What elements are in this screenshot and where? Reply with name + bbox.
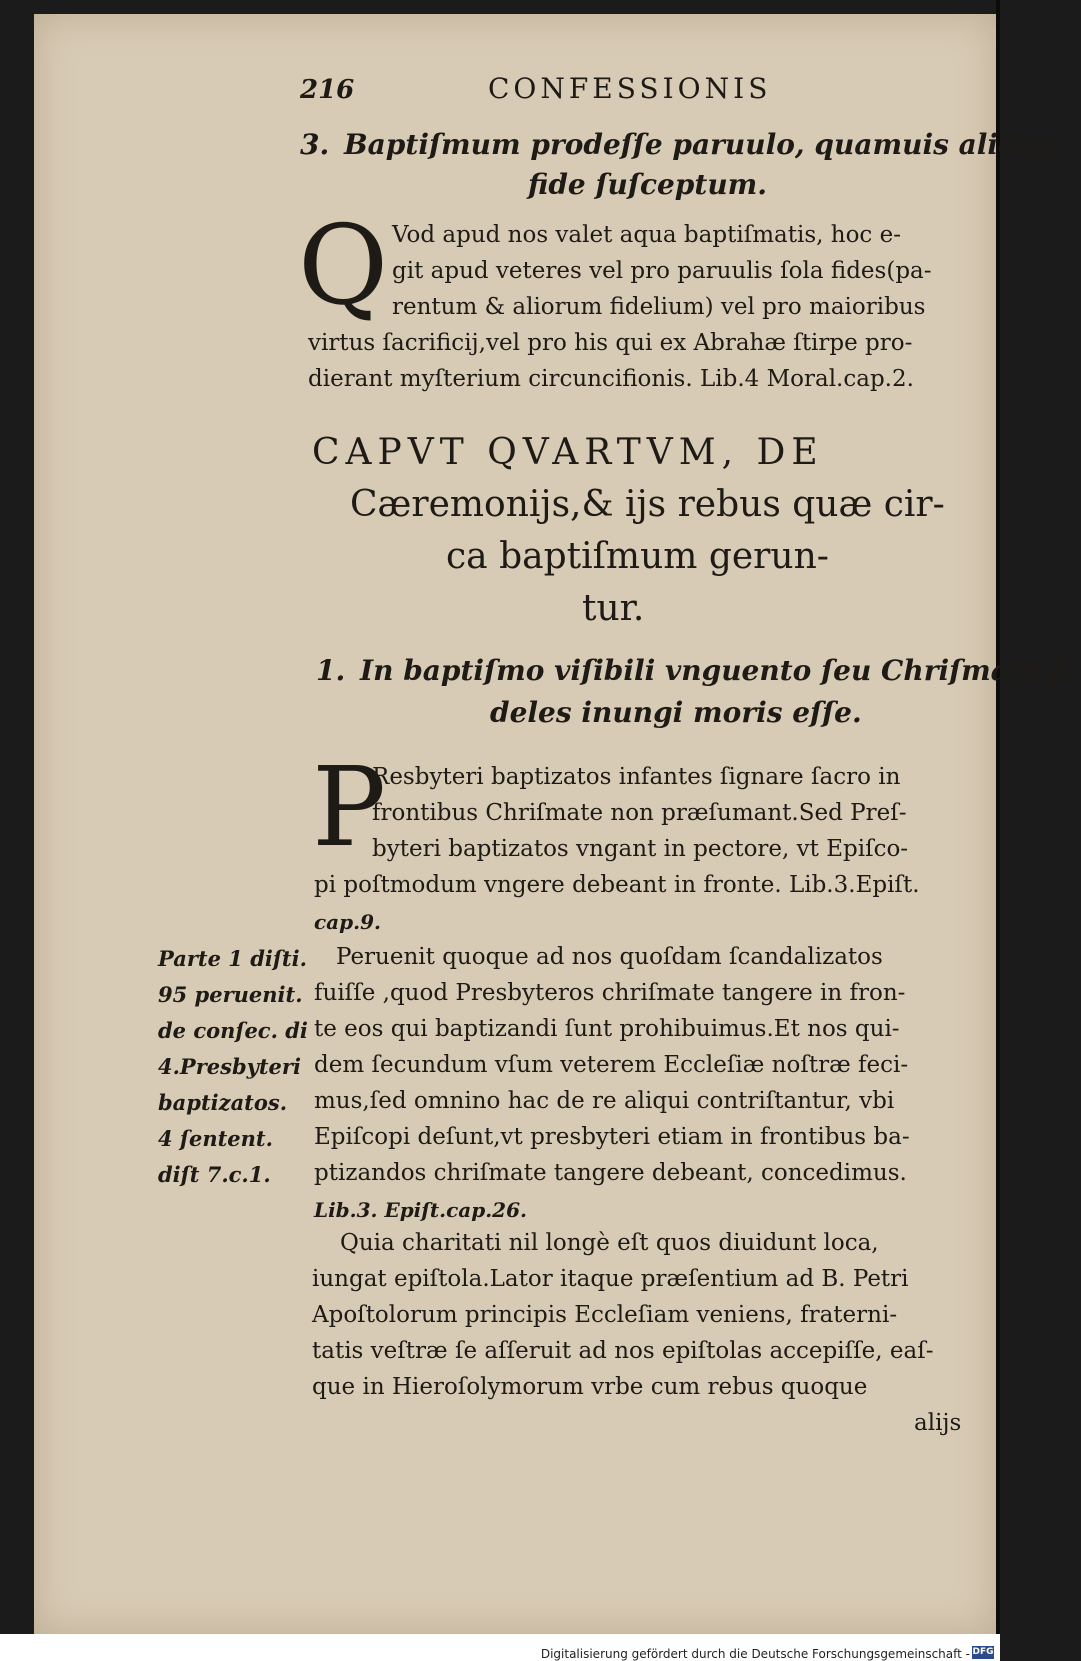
paragraph-3-line: Quia charitati nil longè eſt quos diuidunt loca, [340, 1230, 879, 1256]
paragraph-2-line: Lib.3. Epiſt.cap.26. [314, 1198, 527, 1222]
section-3-line: Vod apud nos valet aqua baptiſmatis, hoc e- [392, 222, 901, 248]
section-3-heading-line2: fide ſuſceptum. [528, 168, 768, 201]
section-1-line: Resbyteri baptizatos infantes ſignare ſacro in [372, 764, 901, 790]
scan-edge [996, 0, 1000, 1661]
running-head: CONFESSIONIS [488, 72, 772, 105]
paragraph-2-line: ptizandos chriſmate tangere debeant, concedimus. [314, 1160, 907, 1186]
margin-note: Parte 1 diſti. [158, 946, 307, 971]
margin-note: diſt 7.c.1. [158, 1162, 271, 1187]
paragraph-2-line: mus,ſed omnino hac de re aliqui contriſtantur, vbi [314, 1088, 895, 1114]
paragraph-2-line: Peruenit quoque ad nos quoſdam ſcandalizatos [336, 944, 883, 970]
section-3-number: 3. [300, 128, 330, 161]
chapter-heading-line2: Cæremonijs,& ijs rebus quæ cir- [350, 484, 945, 525]
drop-cap-q: Q [298, 201, 389, 329]
section-3-line: rentum & aliorum fidelium) vel pro maioribus [392, 294, 926, 320]
section-3-line: dierant myſterium circuncifionis. Lib.4 Moral.cap.2. [308, 366, 914, 392]
paragraph-3-line: iungat epiſtola.Lator itaque præſentium ad B. Petri [312, 1266, 909, 1292]
page-number: 216 [300, 75, 355, 105]
section-1-line: frontibus Chriſmate non præſumant.Sed Preſ- [372, 800, 907, 826]
margin-note: de conſec. di [158, 1018, 308, 1043]
catchword: alijs [914, 1410, 962, 1436]
paragraph-2-line: te eos qui baptizandi ſunt prohibuimus.Et nos qui- [314, 1016, 900, 1042]
section-1-heading-line1: In baptiſmo viſibili vnguento ſeu Chriſmate fi- [360, 654, 1081, 687]
section-3-line: git apud veteres vel pro paruulis ſola fides(pa- [392, 258, 932, 284]
margin-note: 95 peruenit. [158, 982, 303, 1007]
section-3-heading-line1: Baptiſmum prodeſſe paruulo, quamuis aliena [344, 128, 1055, 161]
paragraph-2-line: Epiſcopi deſunt,vt presbyteri etiam in frontibus ba- [314, 1124, 910, 1150]
margin-note: baptizatos. [158, 1090, 288, 1115]
margin-note: 4 ſentent. [158, 1126, 273, 1151]
section-3-line: virtus ſacrificij,vel pro his qui ex Abrahæ ſtirpe pro- [308, 330, 913, 356]
chapter-heading-line3: ca baptiſmum gerun- [446, 536, 829, 577]
section-1-line: cap.9. [314, 910, 381, 934]
drop-cap-p: P [312, 743, 387, 871]
chapter-heading-line4: tur. [582, 588, 645, 629]
paragraph-2-line: fuiſſe ,quod Presbyteros chriſmate tangere in fron- [314, 980, 906, 1006]
digitization-credit: Digitalisierung gefördert durch die Deutsche Forschungsgemeinschaft - [540, 1647, 970, 1661]
section-1-heading-line2: deles inungi moris eſſe. [490, 696, 862, 729]
paragraph-2-line: dem ſecundum vſum veterem Eccleſiæ noſtræ feci- [314, 1052, 909, 1078]
dfg-logo: DFG [972, 1647, 994, 1657]
paragraph-3-line: tatis veſtræ ſe aſſeruit ad nos epiſtolas accepiſſe, eaſ- [312, 1338, 934, 1364]
section-1-number: 1. [316, 654, 346, 687]
paragraph-3-line: que in Hieroſolymorum vrbe cum rebus quoque [312, 1374, 868, 1400]
margin-note: 4.Presbyteri [158, 1054, 301, 1079]
chapter-heading-line1: CAPVT QVARTVM, DE [312, 432, 824, 473]
section-1-line: byteri baptizatos vngant in pectore, vt Epiſco- [372, 836, 909, 862]
section-1-line: pi poſtmodum vngere debeant in fronte. Lib.3.Epiſt. [314, 872, 920, 898]
paragraph-3-line: Apoſtolorum principis Eccleſiam veniens, fraterni- [312, 1302, 898, 1328]
